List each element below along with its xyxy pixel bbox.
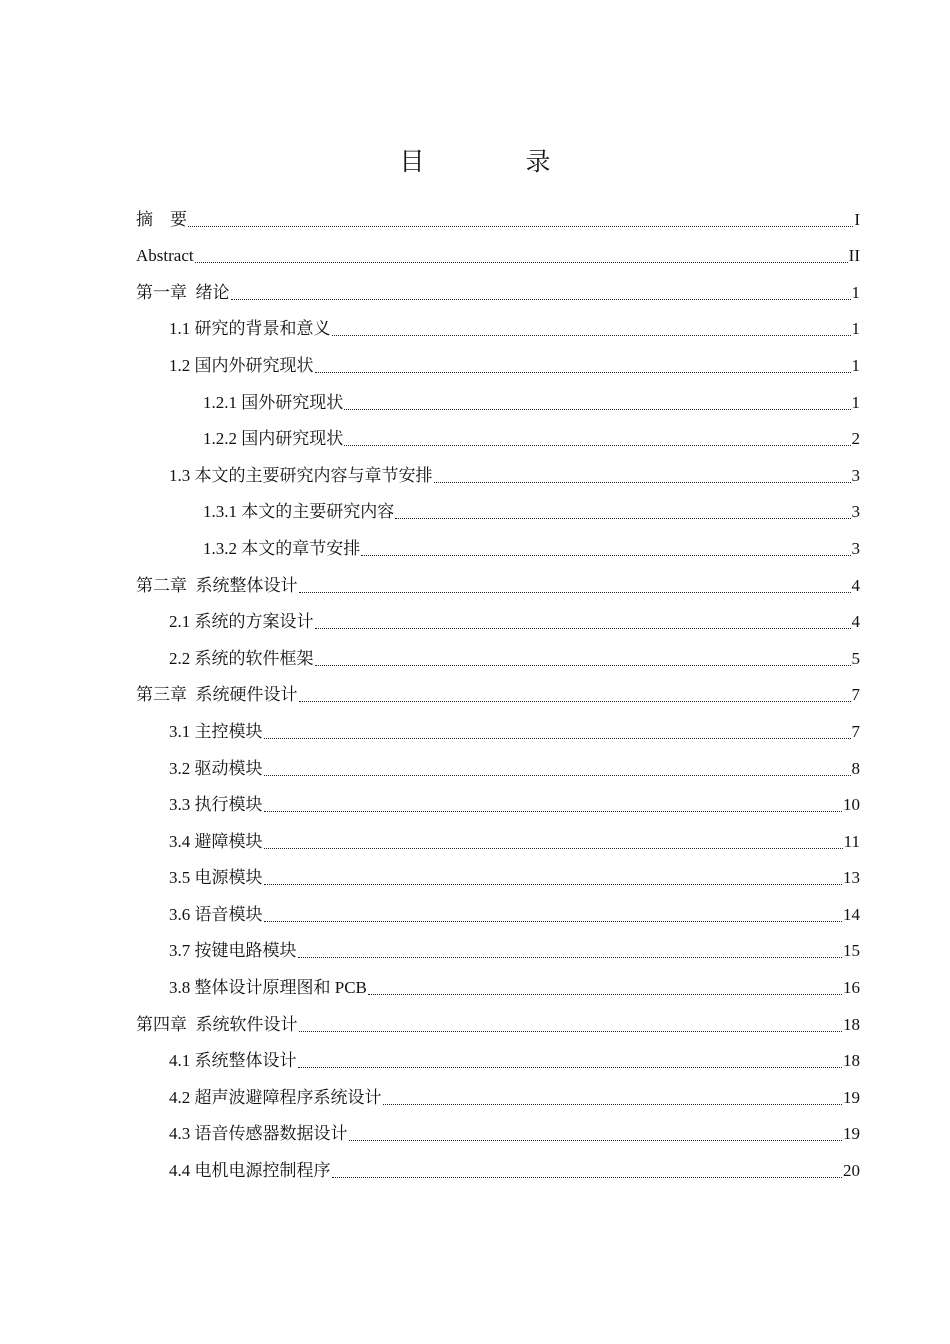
toc-entry[interactable] <box>136 599 860 636</box>
toc-entry-page-number: 10 <box>843 795 860 815</box>
toc-entry[interactable] <box>136 233 860 270</box>
toc-entry-label: 1.3.1 本文的主要研究内容 <box>203 502 395 522</box>
toc-dot-leader <box>349 1140 843 1141</box>
toc-entry-page-number: 1 <box>851 392 860 412</box>
toc-entry-page-number: 4 <box>851 612 860 632</box>
toc-entry-page-number: 7 <box>851 721 860 741</box>
toc-entry[interactable] <box>136 708 860 745</box>
toc-entry-page-number: 19 <box>843 1124 860 1144</box>
toc-dot-leader <box>344 409 850 410</box>
toc-entry-label: 1.1 研究的背景和意义 <box>169 319 331 339</box>
toc-dot-leader <box>264 921 843 922</box>
toc-entry-label: 1.2.1 国外研究现状 <box>203 392 344 412</box>
toc-dot-leader <box>332 335 851 336</box>
toc-dot-leader <box>231 299 851 300</box>
toc-dot-leader <box>299 592 851 593</box>
toc-dot-leader <box>298 957 843 958</box>
toc-entry[interactable] <box>136 489 860 526</box>
toc-dot-leader <box>344 445 850 446</box>
toc-entry-page-number: 18 <box>843 1014 860 1034</box>
toc-entry[interactable] <box>136 818 860 855</box>
toc-dot-leader <box>195 262 848 263</box>
toc-entry-page-number: 3 <box>851 538 860 558</box>
toc-entry[interactable] <box>136 452 860 489</box>
toc-entry-label: 4.3 语音传感器数据设计 <box>169 1124 348 1144</box>
toc-dot-leader <box>299 701 851 702</box>
toc-dot-leader <box>264 738 851 739</box>
toc-entry-label: 4.4 电机电源控制程序 <box>169 1161 331 1181</box>
toc-entry-label: 3.2 驱动模块 <box>169 758 263 778</box>
toc-entry-page-number: 15 <box>843 941 860 961</box>
toc-entry-label: 3.3 执行模块 <box>169 795 263 815</box>
toc-dot-leader <box>315 665 851 666</box>
toc-entry-page-number: 1 <box>851 319 860 339</box>
toc-list <box>136 196 860 1184</box>
toc-dot-leader <box>361 555 850 556</box>
toc-entry-label: 1.3 本文的主要研究内容与章节安排 <box>169 465 433 485</box>
toc-entry-label: 3.7 按键电路模块 <box>169 941 297 961</box>
toc-dot-leader <box>264 848 843 849</box>
toc-entry-label: 第四章 系统软件设计 <box>136 1014 298 1034</box>
toc-entry-label: 4.1 系统整体设计 <box>169 1051 297 1071</box>
toc-entry[interactable] <box>136 306 860 343</box>
toc-entry[interactable] <box>136 964 860 1001</box>
toc-entry-page-number: 2 <box>851 429 860 449</box>
toc-entry-page-number: 8 <box>851 758 860 778</box>
toc-dot-leader <box>332 1177 843 1178</box>
toc-dot-leader <box>315 372 851 373</box>
toc-entry-page-number: II <box>848 246 860 266</box>
toc-entry-page-number: 3 <box>851 465 860 485</box>
toc-entry-label: 1.2.2 国内研究现状 <box>203 429 344 449</box>
toc-entry-label: 1.3.2 本文的章节安排 <box>203 538 361 558</box>
toc-entry-page-number: I <box>854 209 860 229</box>
toc-entry[interactable] <box>136 745 860 782</box>
toc-dot-leader <box>299 1031 843 1032</box>
toc-entry-page-number: 5 <box>851 648 860 668</box>
toc-entry-label: 1.2 国内外研究现状 <box>169 355 314 375</box>
toc-entry[interactable] <box>136 1074 860 1111</box>
toc-entry-page-number: 18 <box>843 1051 860 1071</box>
toc-dot-leader <box>368 994 842 995</box>
toc-dot-leader <box>298 1067 843 1068</box>
toc-entry[interactable] <box>136 562 860 599</box>
toc-entry-label: 第二章 系统整体设计 <box>136 575 298 595</box>
toc-entry-page-number: 4 <box>851 575 860 595</box>
toc-dot-leader <box>434 482 851 483</box>
toc-dot-leader <box>188 226 853 227</box>
toc-entry-page-number: 1 <box>851 282 860 302</box>
toc-entry-label: Abstract <box>136 246 194 266</box>
toc-entry-page-number: 3 <box>851 502 860 522</box>
toc-entry-page-number: 7 <box>851 685 860 705</box>
toc-dot-leader <box>264 884 843 885</box>
toc-entry-label: 3.8 整体设计原理图和 PCB <box>169 978 367 998</box>
toc-entry-page-number: 14 <box>843 904 860 924</box>
toc-dot-leader <box>395 518 850 519</box>
toc-entry[interactable] <box>136 1038 860 1075</box>
toc-entry[interactable] <box>136 1111 860 1148</box>
toc-entry-label: 4.2 超声波避障程序系统设计 <box>169 1087 382 1107</box>
toc-entry-label: 3.1 主控模块 <box>169 721 263 741</box>
toc-entry-page-number: 19 <box>843 1087 860 1107</box>
toc-entry[interactable] <box>136 635 860 672</box>
toc-entry[interactable] <box>136 1001 860 1038</box>
toc-entry[interactable] <box>136 891 860 928</box>
toc-entry-page-number: 20 <box>843 1161 860 1181</box>
toc-title: 目 录 <box>399 149 589 176</box>
toc-entry-label: 第一章 绪论 <box>136 282 230 302</box>
toc-entry-label: 第三章 系统硬件设计 <box>136 685 298 705</box>
toc-dot-leader <box>264 811 843 812</box>
toc-entry-page-number: 1 <box>851 355 860 375</box>
toc-entry[interactable] <box>136 928 860 965</box>
toc-entry[interactable] <box>136 342 860 379</box>
toc-entry[interactable] <box>136 416 860 453</box>
toc-entry-label: 2.2 系统的软件框架 <box>169 648 314 668</box>
toc-entry-page-number: 16 <box>843 978 860 998</box>
toc-entry-label: 3.4 避障模块 <box>169 831 263 851</box>
toc-dot-leader <box>315 628 851 629</box>
toc-entry[interactable] <box>136 672 860 709</box>
toc-dot-leader <box>383 1104 843 1105</box>
toc-entry[interactable] <box>136 379 860 416</box>
toc-entry-label: 摘 要 <box>136 209 187 229</box>
toc-entry[interactable] <box>136 269 860 306</box>
toc-dot-leader <box>264 775 851 776</box>
toc-entry-label: 2.1 系统的方案设计 <box>169 612 314 632</box>
toc-entry-label: 3.6 语音模块 <box>169 904 263 924</box>
toc-entry-page-number: 11 <box>843 831 860 851</box>
toc-entry[interactable] <box>136 525 860 562</box>
toc-entry[interactable] <box>136 1147 860 1184</box>
toc-entry-label: 3.5 电源模块 <box>169 868 263 888</box>
toc-entry-page-number: 13 <box>843 868 860 888</box>
toc-entry[interactable] <box>136 196 860 233</box>
toc-entry[interactable] <box>136 782 860 819</box>
toc-entry[interactable] <box>136 855 860 892</box>
